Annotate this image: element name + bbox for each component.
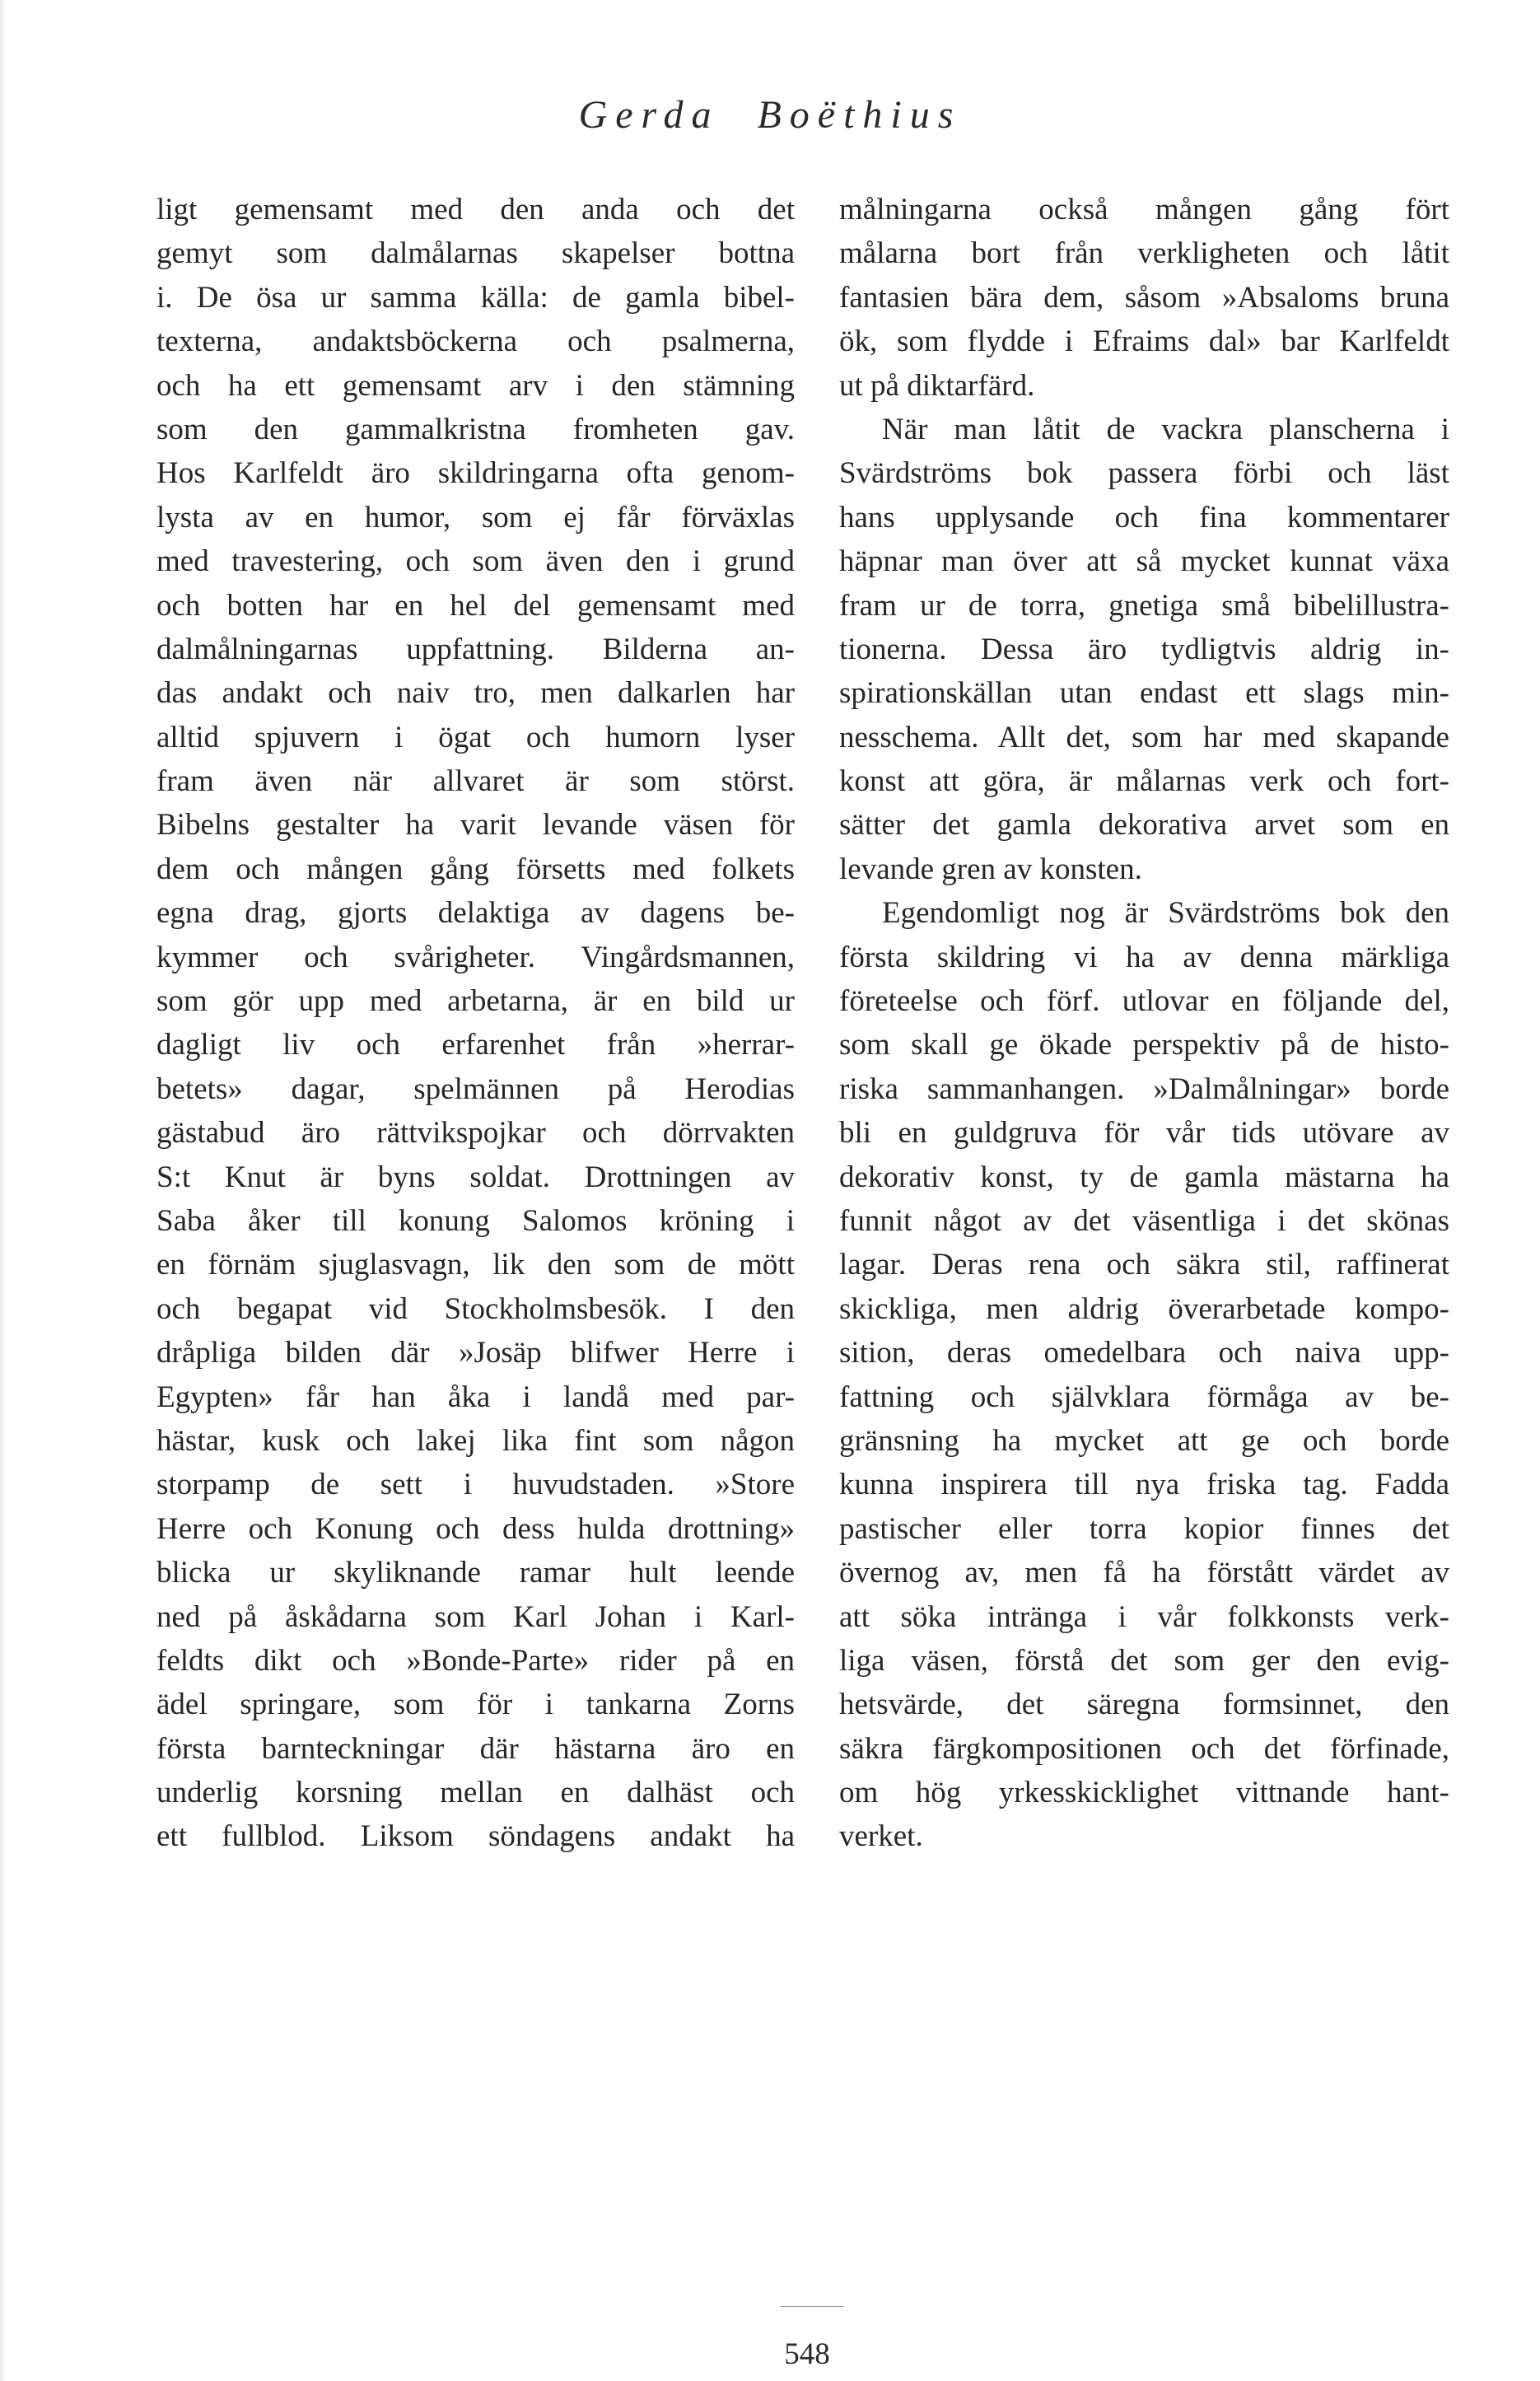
text-line: sition, deras omedelbara och naiva upp- — [839, 1336, 1449, 1370]
paragraph-start-line: När man låtit de vackra planscherna i — [882, 412, 1449, 446]
text-line: riska sammanhangen. »Dalmålningar» borde — [839, 1071, 1449, 1106]
text-line: das andakt och naiv tro, men dalkarlen har — [156, 676, 795, 711]
text-line: spirationskällan utan endast ett slags min- — [839, 676, 1449, 711]
text-line: egna drag, gjorts delaktiga av dagens be- — [156, 896, 795, 931]
text-line: ligt gemensamt med den anda och det — [156, 193, 795, 226]
text-line: underlig korsning mellan en dalhäst och — [156, 1776, 795, 1810]
text-line: ut på diktarfärd. — [839, 368, 1035, 403]
text-line: Egypten» får han åka i landå med par- — [156, 1380, 795, 1414]
text-line: Bibelns gestalter ha varit levande väsen för — [156, 808, 795, 843]
text-line: målningarna också mången gång fört — [839, 193, 1449, 226]
text-line: gränsning ha mycket att ge och borde — [839, 1423, 1449, 1458]
text-line: att söka intränga i vår folkkonsts verk- — [839, 1599, 1449, 1634]
text-line: skickliga, men aldrig överarbetade kompo- — [839, 1291, 1449, 1326]
text-line: som den gammalkristna fromheten gav. — [156, 412, 795, 446]
text-line: Hos Karlfeldt äro skildringarna ofta genom- — [156, 456, 795, 491]
text-line: ädel springare, som för i tankarna Zorns — [156, 1688, 795, 1722]
text-line: lagar. Deras rena och säkra stil, raffinerat — [839, 1248, 1449, 1282]
text-line: texterna, andaktsböckerna och psalmerna, — [156, 324, 795, 359]
text-line: pastischer eller torra kopior finnes det — [839, 1511, 1449, 1546]
text-line: feldts dikt och »Bonde-Parte» rider på en — [156, 1643, 795, 1678]
text-line: med travestering, och som även den i grund — [156, 544, 795, 579]
text-line: häpnar man över att så mycket kunnat växa — [839, 544, 1449, 579]
text-line: levande gren av konsten. — [839, 852, 1142, 886]
text-line: konst att göra, är målarnas verk och fort- — [839, 764, 1449, 799]
text-line: ned på åskådarna som Karl Johan i Karl- — [156, 1599, 795, 1634]
text-line: övernog av, men få ha förstått värdet av — [839, 1556, 1449, 1590]
text-line: tionerna. Dessa äro tydligtvis aldrig in- — [839, 632, 1449, 666]
text-line: dekorativ konst, ty de gamla mästarna ha — [839, 1160, 1449, 1194]
text-line: och begapat vid Stockholmsbesök. I den — [156, 1291, 795, 1326]
text-line: hans upplysande och fina kommentarer — [839, 500, 1449, 535]
text-line: första barnteckningar där hästarna äro en — [156, 1731, 795, 1766]
text-line: och ha ett gemensamt arv i den stämning — [156, 368, 795, 403]
text-line: och botten har en hel del gemensamt med — [156, 588, 795, 623]
text-line: som gör upp med arbetarna, är en bild ur — [156, 984, 795, 1019]
text-line: ett fullblod. Liksom söndagens andakt ha — [156, 1819, 795, 1854]
text-line: fram även när allvaret är som störst. — [156, 764, 795, 799]
text-column-right — [839, 188, 1449, 1859]
text-line: som skall ge ökade perspektiv på de histo- — [839, 1028, 1449, 1062]
running-header: Gerda Boëthius — [578, 93, 962, 137]
text-line: S:t Knut är byns soldat. Drottningen av — [156, 1160, 795, 1194]
text-line: kunna inspirera till nya friska tag. Fadda — [839, 1468, 1449, 1502]
page-edge — [0, 0, 7, 2381]
text-line: kymmer och svårigheter. Vingårdsmannen, — [156, 940, 795, 974]
page-number-rule — [780, 2306, 844, 2307]
text-line: om hög yrkesskicklighet vittnande hant- — [839, 1776, 1449, 1810]
text-line: dalmålningarnas uppfattning. Bilderna an- — [156, 632, 795, 666]
text-line: fantasien bära dem, såsom »Absaloms bruna — [839, 280, 1449, 315]
text-column-left — [156, 188, 795, 1859]
text-line: i. De ösa ur samma källa: de gamla bibel- — [156, 280, 795, 315]
text-line: fram ur de torra, gnetiga små bibelillustra- — [839, 588, 1449, 623]
text-line: alltid spjuvern i ögat och humorn lyser — [156, 720, 795, 754]
text-line: fattning och självklara förmåga av be- — [839, 1380, 1449, 1414]
text-line: hästar, kusk och lakej lika fint som någon — [156, 1423, 795, 1458]
text-line: Herre och Konung och dess hulda drottning» — [156, 1511, 795, 1546]
text-line: hetsvärde, det säregna formsinnet, den — [839, 1688, 1449, 1722]
text-line: företeelse och förf. utlovar en följande del, — [839, 984, 1449, 1019]
text-line: dagligt liv och erfarenhet från »herrar- — [156, 1028, 795, 1062]
text-line: blicka ur skyliknande ramar hult leende — [156, 1556, 795, 1590]
text-line: säkra färgkompositionen och det förfinade, — [839, 1731, 1449, 1766]
text-line: nesschema. Allt det, som har med skapande — [839, 720, 1449, 754]
text-line: målarna bort från verkligheten och låtit — [839, 236, 1449, 271]
text-line: bli en guldgruva för vår tids utövare av — [839, 1116, 1449, 1151]
text-line: Svärdströms bok passera förbi och läst — [839, 456, 1449, 491]
text-line: sätter det gamla dekorativa arvet som en — [839, 808, 1449, 843]
text-line: ök, som flydde i Efraims dal» bar Karlfeldt — [839, 324, 1449, 359]
text-line: Saba åker till konung Salomos kröning i — [156, 1203, 795, 1238]
text-line: första skildring vi ha av denna märkliga — [839, 940, 1449, 974]
text-line: lysta av en humor, som ej får förväxlas — [156, 500, 795, 535]
text-line: dråpliga bilden där »Josäp blifwer Herre i — [156, 1336, 795, 1370]
text-line: gästabud äro rättvikspojkar och dörrvakten — [156, 1116, 795, 1151]
text-line: gemyt som dalmålarnas skapelser bottna — [156, 236, 795, 271]
text-line: liga väsen, förstå det som ger den evig- — [839, 1643, 1449, 1678]
text-line: verket. — [839, 1819, 923, 1854]
text-line: en förnäm sjuglasvagn, lik den som de mött — [156, 1248, 795, 1282]
text-line: dem och mången gång försetts med folkets — [156, 852, 795, 886]
text-line: funnit något av det väsentliga i det skönas — [839, 1203, 1449, 1238]
paragraph-start-line: Egendomligt nog är Svärdströms bok den — [882, 896, 1449, 931]
text-line: betets» dagar, spelmännen på Herodias — [156, 1071, 795, 1106]
text-line: storpamp de sett i huvudstaden. »Store — [156, 1468, 795, 1502]
page-number: 548 — [784, 2337, 830, 2371]
